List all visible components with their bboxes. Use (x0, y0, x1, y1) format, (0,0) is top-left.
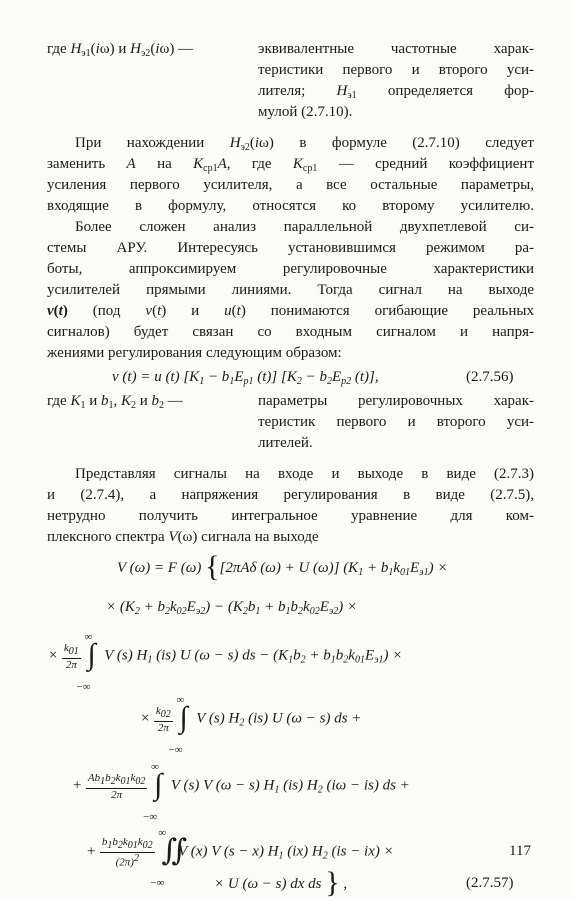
definition-lhs: где $K_1$ и $b_1$, $K_2$ и $b_2$ — (47, 393, 183, 411)
text-line: плексного спектра V(ω) сигнала на выходе (47, 529, 319, 545)
text-line: Более сложен анализ параллельной двухпетлевой си- (75, 219, 534, 235)
equation-number: (2.7.57) (466, 875, 514, 891)
text-line: усилителей прямыми линиями. Тогда сигнал на выходе (47, 282, 534, 298)
equation-2-7-57-line7: × U (ω − s) dx ds } , (214, 866, 348, 899)
equation-2-7-57-line3: × $\frac{k_{01}}{2\pi}$ ∞ ∫ −∞ V (s) $H_1$ (is) U (ω − s) ds − $(K_1b_2 + b_1b_2k_{01}E_{э1})$ × (48, 631, 403, 693)
equation-2-7-57-line1: V (ω) = F (ω) {[2πAδ (ω) + U (ω)] $(K_1 + b_1k_{01}E_{э1})$ × (117, 550, 448, 583)
text-line: заменить A на $K_{ср1}A$, где $K_{ср1}$ — средний коэффициент (47, 156, 534, 174)
text-line: Представляя сигналы на входе и выходе в виде (2.7.3) (75, 466, 534, 482)
equation-2-7-57-line2: × $(K_2 + b_2k_{02}E_{э2}) - (K_2b_1 + b_1b_2k_{02}E_{э2})$ × (106, 599, 358, 617)
text-line: мулой (2.7.10). (258, 104, 353, 120)
text-line: входящие в формулу, относятся ко второму усилителю. (47, 198, 534, 214)
text-line: стемы АРУ. Интересуясь установившимся режимом ра- (47, 240, 534, 256)
equation-number: (2.7.56) (466, 369, 514, 385)
definition-lhs: где $H_{э1}(i\omega)$ и $H_{э2}(i\omega)$ — (47, 41, 194, 59)
equation-2-7-56: v (t) = u (t) [$K_1 - b_1E_{p1}$ (t)] [$K_2 - b_2E_{p2}$ (t)], (112, 369, 379, 387)
text-line: усиления первого усилителя, а все остальные параметры, (47, 177, 534, 193)
equation-2-7-57-line6: + $\frac{b_1b_2k_{01}k_{02}}{(2\pi)^2}$ ∞ ∬ −∞ V (x) V (s − x) $H_1$ (ix) $H_2$ (is − ix) × (86, 827, 394, 889)
text-line: параметры регулировочных харак- (258, 393, 534, 409)
text-line: и (2.7.4), а напряжения регулирования в виде (2.7.5), (47, 487, 534, 503)
text-line: теристики первого и второго уси- (258, 62, 534, 78)
text-line: v(t) (под v(t) и u(t) понимаются огибающие реальных (47, 303, 534, 319)
text-line: При нахождении $H_{э2}(i\omega)$ в формуле (2.7.10) следует (75, 135, 534, 153)
equation-2-7-57-line5: + $\frac{Ab_1b_2k_{01}k_{02}}{2\pi}$ ∞ ∫ −∞ V (s) V (ω − s) $H_1$ (is) $H_2$ (iω − is) ds + (72, 761, 410, 823)
text-line: лителя; $H_{э1}$ определяется фор- (258, 83, 534, 101)
text-line: теристик первого и второго уси- (258, 414, 534, 430)
text-line: эквивалентные частотные харак- (258, 41, 534, 57)
text-line: жениями регулирования следующим образом: (47, 345, 342, 361)
page-number: 117 (509, 843, 531, 859)
text-line: боты, аппроксимируем регулировочные характеристики (47, 261, 534, 277)
equation-2-7-57-line4: × $\frac{k_{02}}{2\pi}$ ∞ ∫ −∞ V (s) $H_2$ (is) U (ω − s) ds + (140, 694, 362, 756)
text-line: сигналов) будет связан со входным сигналом и напря- (47, 324, 534, 340)
text-line: лителей. (258, 435, 313, 451)
text-line: нетрудно получить интегральное уравнение для ком- (47, 508, 534, 524)
